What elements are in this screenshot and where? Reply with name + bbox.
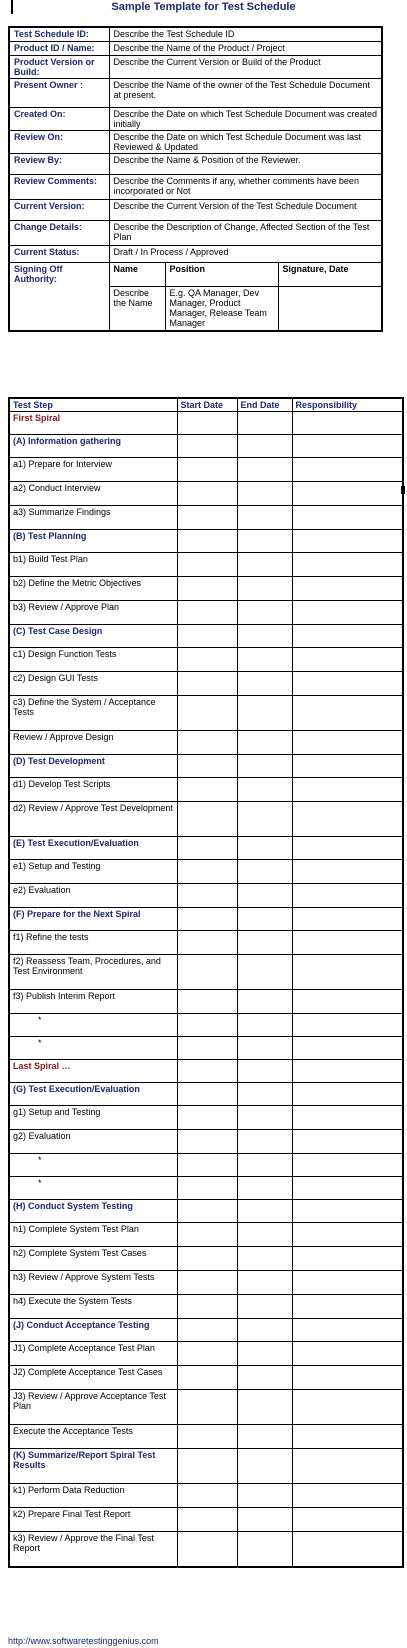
- responsibility-cell[interactable]: [292, 860, 403, 884]
- test-schedule-table: [8, 397, 404, 1568]
- responsibility-cell[interactable]: [292, 1449, 403, 1484]
- test-step-cell: (C) Test Case Design: [9, 625, 177, 648]
- responsibility-cell[interactable]: [292, 412, 403, 435]
- end-date-cell[interactable]: [237, 731, 292, 755]
- start-date-cell[interactable]: [177, 955, 237, 990]
- step-row: [9, 1342, 403, 1366]
- start-date-cell[interactable]: [177, 1200, 237, 1223]
- start-date-cell[interactable]: [177, 1508, 237, 1532]
- responsibility-cell[interactable]: [292, 435, 403, 458]
- step-row: [9, 731, 403, 755]
- test-step-cell: a2) Conduct Interview: [9, 482, 177, 506]
- step-row: [9, 778, 403, 802]
- end-date-cell[interactable]: [237, 1060, 292, 1083]
- meta-value[interactable]: Describe the Current Version or Build of the Product: [109, 55, 382, 78]
- responsibility-cell[interactable]: [292, 1319, 403, 1342]
- test-step-cell: a1) Prepare for Interview: [9, 458, 177, 482]
- test-step-cell: Review / Approve Design: [9, 731, 177, 755]
- step-row: [9, 1271, 403, 1295]
- test-step-cell: Execute the Acceptance Tests: [9, 1425, 177, 1449]
- start-date-cell[interactable]: [177, 1154, 237, 1177]
- responsibility-cell[interactable]: [292, 1532, 403, 1567]
- test-step-cell: c3) Define the System / Acceptance Tests: [9, 696, 177, 731]
- responsibility-cell[interactable]: [292, 1342, 403, 1366]
- test-step-cell: *: [9, 1177, 177, 1200]
- end-date-cell[interactable]: [237, 696, 292, 731]
- test-step-cell: Last Spiral …: [9, 1060, 177, 1083]
- start-date-cell[interactable]: [177, 931, 237, 955]
- test-step-cell: b3) Review / Approve Plan: [9, 601, 177, 625]
- signoff-name-value[interactable]: Describe the Name: [109, 286, 165, 331]
- end-date-cell[interactable]: [237, 1247, 292, 1271]
- test-step-cell: b2) Define the Metric Objectives: [9, 577, 177, 601]
- responsibility-cell[interactable]: [292, 1271, 403, 1295]
- start-date-cell[interactable]: [177, 1177, 237, 1200]
- section-row: [9, 1319, 403, 1342]
- test-step-cell: a3) Summarize Findings: [9, 506, 177, 530]
- footer-url: http://www.softwaretestinggenius.com: [8, 1636, 159, 1646]
- responsibility-cell[interactable]: [292, 778, 403, 802]
- end-date-cell[interactable]: [237, 1449, 292, 1484]
- test-step-cell: (D) Test Development: [9, 755, 177, 778]
- start-date-cell[interactable]: [177, 1425, 237, 1449]
- end-date-cell[interactable]: [237, 601, 292, 625]
- start-date-cell[interactable]: [177, 1366, 237, 1390]
- end-date-cell[interactable]: [237, 1083, 292, 1106]
- meta-row: [9, 220, 382, 245]
- end-date-cell[interactable]: [237, 1319, 292, 1342]
- meta-row: [9, 245, 382, 262]
- section-row: [9, 1200, 403, 1223]
- end-date-cell[interactable]: [237, 755, 292, 778]
- end-date-cell[interactable]: [237, 1223, 292, 1247]
- responsibility-cell[interactable]: [292, 1295, 403, 1319]
- start-date-cell[interactable]: [177, 908, 237, 931]
- step-row: [9, 860, 403, 884]
- responsibility-cell[interactable]: [292, 1014, 403, 1037]
- responsibility-cell[interactable]: [292, 884, 403, 908]
- test-step-cell: d2) Review / Approve Test Development: [9, 802, 177, 837]
- step-row: [9, 482, 403, 506]
- meta-value[interactable]: Describe the Date on which Test Schedule Document was created initially: [109, 107, 382, 130]
- end-date-cell[interactable]: [237, 1037, 292, 1060]
- test-step-cell: h2) Complete System Test Cases: [9, 1247, 177, 1271]
- test-step-cell: k3) Review / Approve the Final Test Report: [9, 1532, 177, 1567]
- end-date-cell[interactable]: [237, 672, 292, 696]
- signoff-signature-value[interactable]: [278, 286, 382, 331]
- start-date-cell[interactable]: [177, 1130, 237, 1154]
- responsibility-cell[interactable]: [292, 1484, 403, 1508]
- test-step-cell: (G) Test Execution/Evaluation: [9, 1083, 177, 1106]
- step-row: [9, 802, 403, 837]
- responsibility-cell[interactable]: [292, 731, 403, 755]
- end-date-cell[interactable]: [237, 435, 292, 458]
- test-step-cell: b1) Build Test Plan: [9, 553, 177, 577]
- end-date-cell[interactable]: [237, 1154, 292, 1177]
- end-date-cell[interactable]: [237, 1177, 292, 1200]
- responsibility-cell[interactable]: [292, 530, 403, 553]
- meta-row: [9, 41, 382, 55]
- start-date-cell[interactable]: [177, 1014, 237, 1037]
- start-date-cell[interactable]: [177, 506, 237, 530]
- end-date-cell[interactable]: [237, 553, 292, 577]
- meta-label: Current Version:: [9, 199, 109, 220]
- end-date-cell[interactable]: [237, 1130, 292, 1154]
- meta-value[interactable]: Describe the Test Schedule ID: [109, 27, 382, 41]
- end-date-cell[interactable]: [237, 625, 292, 648]
- start-date-cell[interactable]: [177, 1319, 237, 1342]
- step-row: [9, 1425, 403, 1449]
- test-step-cell: J3) Review / Approve Acceptance Test Plan: [9, 1390, 177, 1425]
- step-row: [9, 1366, 403, 1390]
- test-step-cell: (H) Conduct System Testing: [9, 1200, 177, 1223]
- start-date-cell[interactable]: [177, 553, 237, 577]
- header-end-date: End Date: [237, 398, 292, 412]
- section-row: [9, 435, 403, 458]
- meta-row: [9, 107, 382, 130]
- end-date-cell[interactable]: [237, 908, 292, 931]
- end-date-cell[interactable]: [237, 884, 292, 908]
- test-step-cell: (K) Summarize/Report Spiral Test Results: [9, 1449, 177, 1484]
- step-row: [9, 1508, 403, 1532]
- responsibility-cell[interactable]: [292, 837, 403, 860]
- meta-value[interactable]: Describe the Date on which Test Schedule Document was last Reviewed & Updated: [109, 130, 382, 153]
- test-step-cell: (A) Information gathering: [9, 435, 177, 458]
- spiral-row: [9, 1060, 403, 1083]
- test-step-cell: First Spiral: [9, 412, 177, 435]
- step-row: [9, 1037, 403, 1060]
- start-date-cell[interactable]: [177, 990, 237, 1014]
- end-date-cell[interactable]: [237, 1342, 292, 1366]
- meta-label: Review By:: [9, 153, 109, 174]
- step-row: [9, 696, 403, 731]
- start-date-cell[interactable]: [177, 1449, 237, 1484]
- start-date-cell[interactable]: [177, 1295, 237, 1319]
- responsibility-cell[interactable]: [292, 990, 403, 1014]
- step-row: [9, 1532, 403, 1567]
- test-step-cell: k1) Perform Data Reduction: [9, 1484, 177, 1508]
- meta-label: Created On:: [9, 107, 109, 130]
- end-date-cell[interactable]: [237, 412, 292, 435]
- responsibility-cell[interactable]: [292, 755, 403, 778]
- responsibility-cell[interactable]: [292, 648, 403, 672]
- step-row: [9, 1223, 403, 1247]
- start-date-cell[interactable]: [177, 1247, 237, 1271]
- responsibility-cell[interactable]: [292, 577, 403, 601]
- responsibility-cell[interactable]: [292, 1200, 403, 1223]
- test-step-cell: h4) Execute the System Tests: [9, 1295, 177, 1319]
- header-test-step: Test Step: [9, 398, 177, 412]
- responsibility-cell[interactable]: [292, 1037, 403, 1060]
- step-row: [9, 1130, 403, 1154]
- step-row: [9, 1484, 403, 1508]
- test-step-cell: e2) Evaluation: [9, 884, 177, 908]
- section-row: [9, 1083, 403, 1106]
- spiral-row: [9, 412, 403, 435]
- step-row: [9, 1390, 403, 1425]
- step-row: [9, 553, 403, 577]
- responsibility-cell[interactable]: [292, 458, 403, 482]
- end-date-cell[interactable]: [237, 482, 292, 506]
- schedule-header-row: [9, 398, 403, 412]
- end-date-cell[interactable]: [237, 1200, 292, 1223]
- test-step-cell: *: [9, 1014, 177, 1037]
- test-step-cell: e1) Setup and Testing: [9, 860, 177, 884]
- step-row: [9, 931, 403, 955]
- step-row: [9, 672, 403, 696]
- section-row: [9, 908, 403, 931]
- schedule-metadata-table: [8, 26, 383, 332]
- responsibility-cell[interactable]: [292, 696, 403, 731]
- step-row: [9, 1154, 403, 1177]
- start-date-cell[interactable]: [177, 625, 237, 648]
- test-step-cell: g1) Setup and Testing: [9, 1106, 177, 1130]
- meta-value[interactable]: Describe the Description of Change, Affected Section of the Test Plan: [109, 220, 382, 245]
- meta-label: Product Version or Build:: [9, 55, 109, 78]
- meta-value[interactable]: Describe the Name & Position of the Reviewer.: [109, 153, 382, 174]
- section-row: [9, 530, 403, 553]
- end-date-cell[interactable]: [237, 1390, 292, 1425]
- section-row: [9, 755, 403, 778]
- start-date-cell[interactable]: [177, 412, 237, 435]
- responsibility-cell[interactable]: [292, 1390, 403, 1425]
- end-date-cell[interactable]: [237, 1508, 292, 1532]
- start-date-cell[interactable]: [177, 1083, 237, 1106]
- responsibility-cell[interactable]: [292, 1106, 403, 1130]
- section-row: [9, 837, 403, 860]
- meta-label: Review On:: [9, 130, 109, 153]
- responsibility-cell[interactable]: [292, 1130, 403, 1154]
- start-date-cell[interactable]: [177, 601, 237, 625]
- end-date-cell[interactable]: [237, 1014, 292, 1037]
- test-step-cell: f1) Refine the tests: [9, 931, 177, 955]
- step-row: [9, 648, 403, 672]
- signoff-label: Signing Off Authority:: [9, 262, 109, 331]
- test-step-cell: (J) Conduct Acceptance Testing: [9, 1319, 177, 1342]
- test-step-cell: f3) Publish Interim Report: [9, 990, 177, 1014]
- test-step-cell: *: [9, 1037, 177, 1060]
- meta-label: Review Comments:: [9, 174, 109, 199]
- start-date-cell[interactable]: [177, 672, 237, 696]
- end-date-cell[interactable]: [237, 955, 292, 990]
- step-row: [9, 884, 403, 908]
- meta-row: [9, 78, 382, 107]
- responsibility-cell[interactable]: [292, 1366, 403, 1390]
- start-date-cell[interactable]: [177, 1342, 237, 1366]
- responsibility-cell[interactable]: [292, 931, 403, 955]
- responsibility-cell[interactable]: [292, 1247, 403, 1271]
- test-step-cell: c1) Design Function Tests: [9, 648, 177, 672]
- end-date-cell[interactable]: [237, 1532, 292, 1567]
- responsibility-cell[interactable]: [292, 955, 403, 990]
- step-row: [9, 458, 403, 482]
- signoff-col-position: Position: [165, 262, 278, 286]
- end-date-cell[interactable]: [237, 778, 292, 802]
- start-date-cell[interactable]: [177, 837, 237, 860]
- responsibility-cell[interactable]: [292, 553, 403, 577]
- margin-marker: [401, 486, 405, 494]
- signoff-position-value[interactable]: E.g. QA Manager, Dev Manager, Product Manager, Release Team Manager: [165, 286, 278, 331]
- test-step-cell: d1) Develop Test Scripts: [9, 778, 177, 802]
- test-step-cell: c2) Design GUI Tests: [9, 672, 177, 696]
- meta-label: Current Status:: [9, 245, 109, 262]
- end-date-cell[interactable]: [237, 860, 292, 884]
- end-date-cell[interactable]: [237, 648, 292, 672]
- start-date-cell[interactable]: [177, 1390, 237, 1425]
- meta-value[interactable]: Describe the Name of the owner of the Test Schedule Document at present.: [109, 78, 382, 107]
- responsibility-cell[interactable]: [292, 1083, 403, 1106]
- step-row: [9, 1295, 403, 1319]
- start-date-cell[interactable]: [177, 648, 237, 672]
- responsibility-cell[interactable]: [292, 601, 403, 625]
- end-date-cell[interactable]: [237, 1425, 292, 1449]
- test-step-cell: g2) Evaluation: [9, 1130, 177, 1154]
- start-date-cell[interactable]: [177, 1223, 237, 1247]
- start-date-cell[interactable]: [177, 731, 237, 755]
- test-step-cell: k2) Prepare Final Test Report: [9, 1508, 177, 1532]
- start-date-cell[interactable]: [177, 482, 237, 506]
- responsibility-cell[interactable]: [292, 1223, 403, 1247]
- test-step-cell: h3) Review / Approve System Tests: [9, 1271, 177, 1295]
- end-date-cell[interactable]: [237, 1484, 292, 1508]
- responsibility-cell[interactable]: [292, 506, 403, 530]
- responsibility-cell[interactable]: [292, 1177, 403, 1200]
- start-date-cell[interactable]: [177, 458, 237, 482]
- meta-row: [9, 27, 382, 41]
- meta-value[interactable]: Describe the Name of the Product / Project: [109, 41, 382, 55]
- responsibility-cell[interactable]: [292, 802, 403, 837]
- test-step-cell: *: [9, 1154, 177, 1177]
- step-row: [9, 1106, 403, 1130]
- meta-label: Change Details:: [9, 220, 109, 245]
- end-date-cell[interactable]: [237, 1366, 292, 1390]
- responsibility-cell[interactable]: [292, 482, 403, 506]
- meta-row: [9, 174, 382, 199]
- test-step-cell: (E) Test Execution/Evaluation: [9, 837, 177, 860]
- meta-value[interactable]: Describe the Current Version of the Test Schedule Document: [109, 199, 382, 220]
- meta-label: Product ID / Name:: [9, 41, 109, 55]
- start-date-cell[interactable]: [177, 435, 237, 458]
- step-row: [9, 990, 403, 1014]
- end-date-cell[interactable]: [237, 1106, 292, 1130]
- meta-value[interactable]: Draft / In Process / Approved: [109, 245, 382, 262]
- end-date-cell[interactable]: [237, 1271, 292, 1295]
- start-date-cell[interactable]: [177, 778, 237, 802]
- end-date-cell[interactable]: [237, 1295, 292, 1319]
- end-date-cell[interactable]: [237, 506, 292, 530]
- responsibility-cell[interactable]: [292, 908, 403, 931]
- end-date-cell[interactable]: [237, 802, 292, 837]
- start-date-cell[interactable]: [177, 884, 237, 908]
- section-row: [9, 1449, 403, 1484]
- meta-row: [9, 55, 382, 78]
- end-date-cell[interactable]: [237, 530, 292, 553]
- start-date-cell[interactable]: [177, 755, 237, 778]
- signoff-col-name: Name: [109, 262, 165, 286]
- start-date-cell[interactable]: [177, 860, 237, 884]
- meta-label: Test Schedule ID:: [9, 27, 109, 41]
- responsibility-cell[interactable]: [292, 625, 403, 648]
- responsibility-cell[interactable]: [292, 672, 403, 696]
- signoff-col-signature: Signature, Date: [278, 262, 382, 286]
- step-row: [9, 577, 403, 601]
- end-date-cell[interactable]: [237, 577, 292, 601]
- end-date-cell[interactable]: [237, 990, 292, 1014]
- test-step-cell: f2) Reassess Team, Procedures, and Test Environment: [9, 955, 177, 990]
- test-step-cell: J1) Complete Acceptance Test Plan: [9, 1342, 177, 1366]
- start-date-cell[interactable]: [177, 1532, 237, 1567]
- test-step-cell: J2) Complete Acceptance Test Cases: [9, 1366, 177, 1390]
- responsibility-cell[interactable]: [292, 1508, 403, 1532]
- test-step-cell: (F) Prepare for the Next Spiral: [9, 908, 177, 931]
- start-date-cell[interactable]: [177, 1106, 237, 1130]
- start-date-cell[interactable]: [177, 1271, 237, 1295]
- start-date-cell[interactable]: [177, 1037, 237, 1060]
- test-step-cell: (B) Test Planning: [9, 530, 177, 553]
- start-date-cell[interactable]: [177, 577, 237, 601]
- meta-row: [9, 153, 382, 174]
- start-date-cell[interactable]: [177, 696, 237, 731]
- signoff-header-row: [9, 262, 382, 286]
- meta-value[interactable]: Describe the Comments if any, whether comments have been incorporated or Not: [109, 174, 382, 199]
- test-step-cell: h1) Complete System Test Plan: [9, 1223, 177, 1247]
- responsibility-cell[interactable]: [292, 1425, 403, 1449]
- start-date-cell[interactable]: [177, 1484, 237, 1508]
- start-date-cell[interactable]: [177, 1060, 237, 1083]
- step-row: [9, 1014, 403, 1037]
- responsibility-cell[interactable]: [292, 1060, 403, 1083]
- end-date-cell[interactable]: [237, 837, 292, 860]
- page-title: Sample Template for Test Schedule: [111, 1, 296, 13]
- meta-row: [9, 130, 382, 153]
- step-row: [9, 601, 403, 625]
- step-row: [9, 955, 403, 990]
- section-row: [9, 625, 403, 648]
- responsibility-cell[interactable]: [292, 1154, 403, 1177]
- meta-row: [9, 199, 382, 220]
- step-row: [9, 1247, 403, 1271]
- header-start-date: Start Date: [177, 398, 237, 412]
- start-date-cell[interactable]: [177, 802, 237, 837]
- end-date-cell[interactable]: [237, 458, 292, 482]
- step-row: [9, 1177, 403, 1200]
- end-date-cell[interactable]: [237, 931, 292, 955]
- start-date-cell[interactable]: [177, 530, 237, 553]
- step-row: [9, 506, 403, 530]
- header-responsibility: Responsibility: [292, 398, 403, 412]
- meta-label: Present Owner :: [9, 78, 109, 107]
